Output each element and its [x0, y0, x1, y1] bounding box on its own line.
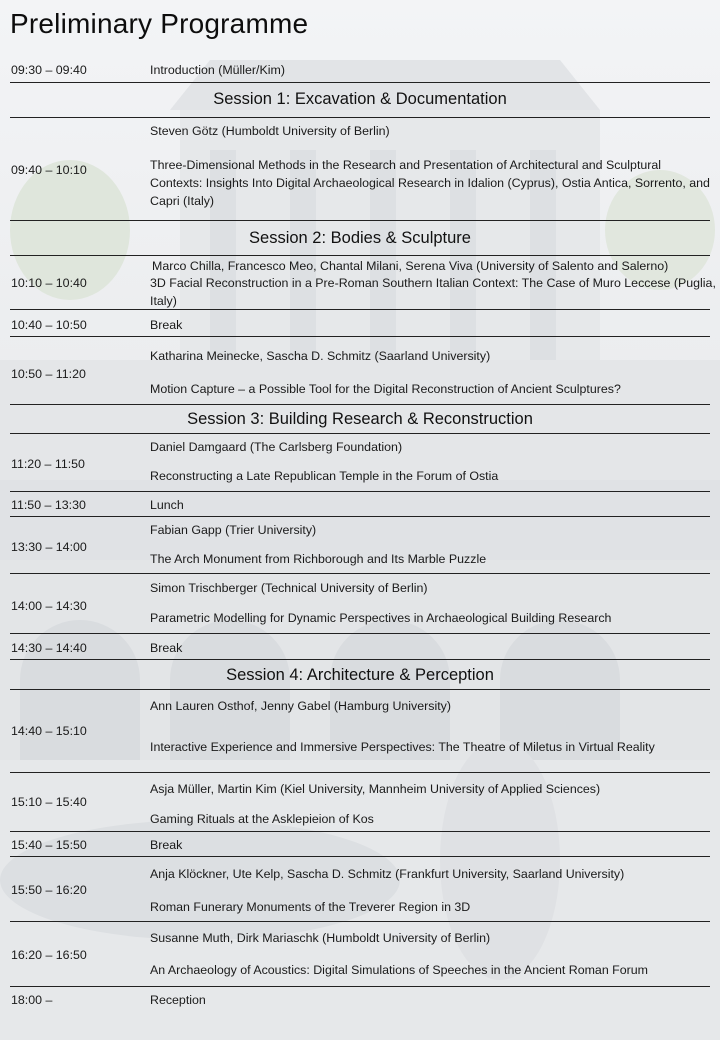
session-heading: Session 3: Building Research & Reconstruction [187, 410, 533, 428]
divider [10, 689, 710, 690]
speaker: Asja Müller, Martin Kim (Kiel University, Mannheim University of Applied Sciences) [150, 782, 601, 796]
divider [10, 82, 710, 83]
divider [10, 516, 710, 517]
divider [10, 856, 710, 857]
programme-item: Break [150, 838, 183, 852]
time-slot: 14:40 – 15:10 [11, 724, 87, 738]
session-heading: Session 1: Excavation & Documentation [213, 90, 507, 108]
time-slot: 11:20 – 11:50 [11, 457, 85, 471]
time-slot: 10:50 – 11:20 [11, 367, 86, 381]
speaker: Ann Lauren Osthof, Jenny Gabel (Hamburg University) [150, 699, 451, 713]
talk-title: An Archaeology of Acoustics: Digital Simulations of Speeches in the Ancient Roman Forum [150, 963, 648, 977]
divider [10, 433, 710, 434]
speaker: Daniel Damgaard (The Carlsberg Foundation) [150, 440, 403, 454]
programme-item: Break [150, 318, 183, 332]
divider [10, 255, 710, 256]
talk-title: Reconstructing a Late Republican Temple in the Forum of Ostia [150, 469, 499, 483]
divider [10, 117, 710, 118]
time-slot: 18:00 – [11, 993, 53, 1007]
time-slot: 10:40 – 10:50 [11, 318, 87, 332]
divider [10, 772, 710, 773]
speaker: Katharina Meinecke, Sascha D. Schmitz (Saarland University) [150, 349, 491, 363]
divider [10, 659, 710, 660]
talk-title: Interactive Experience and Immersive Perspectives: The Theatre of Miletus in Virtual Reality [150, 740, 655, 754]
divider [10, 404, 710, 405]
talk-title: Motion Capture – a Possible Tool for the Digital Reconstruction of Ancient Sculptures? [150, 382, 621, 396]
divider [10, 986, 710, 987]
time-slot: 11:50 – 13:30 [11, 498, 86, 512]
talk-title: Roman Funerary Monuments of the Treverer Region in 3D [150, 900, 471, 914]
time-slot: 15:10 – 15:40 [11, 795, 87, 809]
time-slot: 16:20 – 16:50 [11, 948, 87, 962]
divider [10, 309, 710, 310]
divider [10, 831, 710, 832]
programme-item: Lunch [150, 498, 184, 512]
talk-title: Parametric Modelling for Dynamic Perspectives in Archaeological Building Research [150, 611, 612, 625]
talk-title: 3D Facial Reconstruction in a Pre-Roman Southern Italian Context: The Case of Muro Leccese (Puglia, Italy) [150, 276, 716, 308]
time-slot: 10:10 – 10:40 [11, 276, 87, 290]
speaker: Marco Chilla, Francesco Meo, Chantal Milani, Serena Viva (University of Salento and Salerno) [152, 259, 669, 273]
session-heading: Session 2: Bodies & Sculpture [249, 229, 471, 247]
programme-item: Reception [150, 993, 206, 1007]
time-slot: 15:50 – 16:20 [11, 883, 87, 897]
programme-item: Introduction (Müller/Kim) [150, 63, 285, 77]
time-slot: 14:00 – 14:30 [11, 599, 87, 613]
talk-title: The Arch Monument from Richborough and Its Marble Puzzle [150, 552, 487, 566]
divider [10, 573, 710, 574]
talk-title: Three-Dimensional Methods in the Research and Presentation of Architectural and Sculptural Contexts: Insights Into Digital Archaeological Research in Idalion (Cyprus), Ostia Antica, Sorrento, and Capri (Italy) [150, 158, 710, 208]
talk-title: Gaming Rituals at the Asklepieion of Kos [150, 812, 374, 826]
speaker: Anja Klöckner, Ute Kelp, Sascha D. Schmitz (Frankfurt University, Saarland University) [150, 867, 625, 881]
speaker: Susanne Muth, Dirk Mariaschk (Humboldt University of Berlin) [150, 931, 491, 945]
session-heading: Session 4: Architecture & Perception [226, 666, 494, 684]
speaker: Fabian Gapp (Trier University) [150, 523, 317, 537]
divider [10, 336, 710, 337]
divider [10, 921, 710, 922]
time-slot: 13:30 – 14:00 [11, 540, 87, 554]
divider [10, 220, 710, 221]
programme-item: Break [150, 641, 183, 655]
speaker: Simon Trischberger (Technical University of Berlin) [150, 581, 428, 595]
time-slot: 15:40 – 15:50 [11, 838, 87, 852]
divider [10, 633, 710, 634]
time-slot: 14:30 – 14:40 [11, 641, 87, 655]
speaker: Steven Götz (Humboldt University of Berlin) [150, 124, 390, 138]
time-slot: 09:30 – 09:40 [11, 63, 87, 77]
page-title: Preliminary Programme [10, 8, 309, 39]
time-slot: 09:40 – 10:10 [11, 163, 87, 177]
divider [10, 491, 710, 492]
